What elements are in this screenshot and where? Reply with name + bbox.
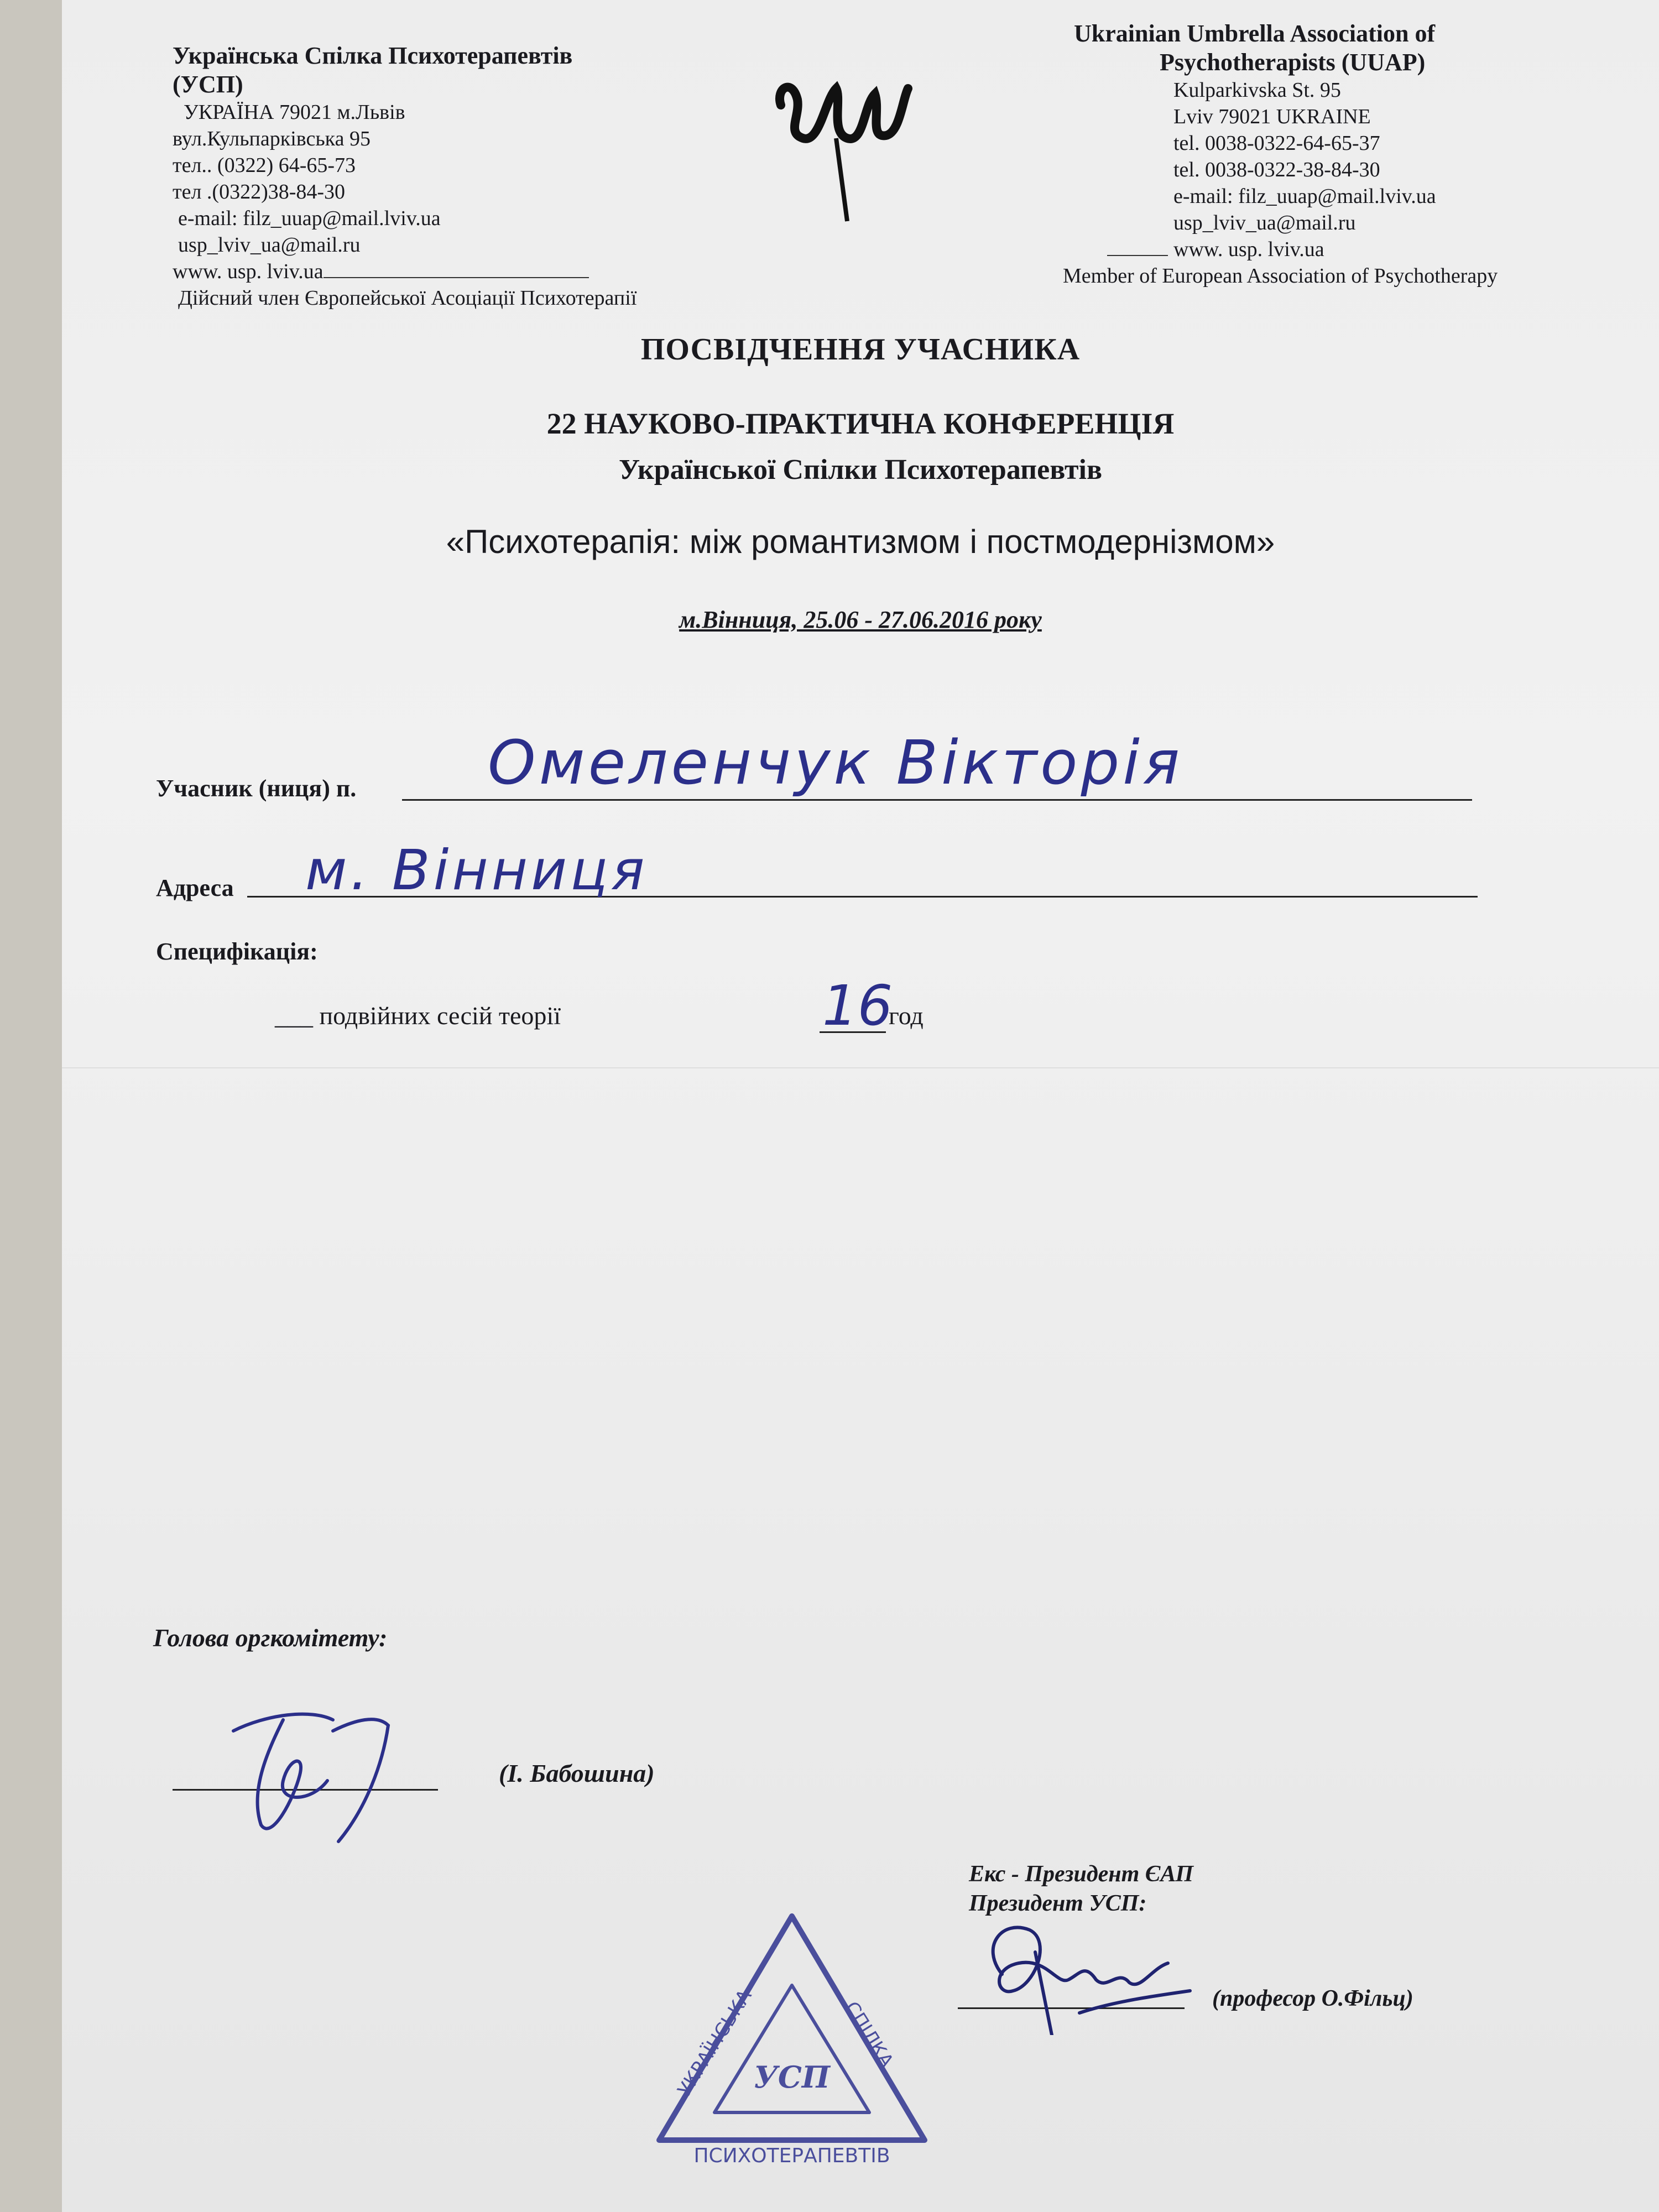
specification-label: Специфікація:: [156, 938, 318, 965]
conference-theme: «Психотерапія: між романтизмом і постмодернізмом»: [446, 523, 1275, 560]
email-2-en: usp_lviv_ua@mail.ru: [1173, 211, 1356, 234]
conference-title: 22 НАУКОВО-ПРАКТИЧНА КОНФЕРЕНЦІЯ: [546, 407, 1175, 440]
hours-line: [820, 1031, 886, 1033]
header-left: [173, 41, 637, 311]
organization-stamp: [648, 1902, 936, 2173]
org-abbr-en: Psychotherapists (UUAP): [1160, 49, 1426, 76]
membership-en: Member of European Association of Psychotherapy: [1063, 264, 1498, 288]
president-signature: [969, 1908, 1201, 2035]
hours-handwritten: 16: [822, 973, 893, 1038]
hours-unit: год: [889, 1001, 924, 1030]
membership-ua: Дійсний член Європейської Асоціації Психотерапії: [178, 286, 637, 310]
document-sheet: [62, 0, 1659, 2212]
phone-2-en: tel. 0038-0322-38-84-30: [1173, 158, 1380, 181]
address-country: УКРАЇНА 79021 м.Львів: [184, 101, 405, 124]
document-heading: ПОСВІДЧЕННЯ УЧАСНИКА: [640, 332, 1081, 367]
stamp-center-text: УСП: [754, 2059, 830, 2095]
phone-2: тел .(0322)38-84-30: [173, 180, 346, 204]
org-title-ua: Українська Спілка Психотерапевтів: [173, 42, 573, 69]
website: www. usp. lviv.ua: [173, 258, 637, 285]
stamp-left-text: УКРАЇНСЬКА: [673, 1985, 757, 2100]
website-en: www. usp. lviv.ua: [1063, 236, 1498, 263]
org-title-en: Ukrainian Umbrella Association of: [1074, 20, 1436, 47]
header-right: [1063, 19, 1498, 289]
president-title-2: Президент УСП:: [969, 1891, 1147, 1916]
chair-signature: [200, 1698, 421, 1853]
place-date: м.Вінниця, 25.06 - 27.06.2016 року: [679, 606, 1042, 633]
org-abbr-ua: (УСП): [173, 71, 243, 98]
stamp-right-text: СПІЛКА: [840, 1997, 898, 2072]
address-street-en: Kulparkivska St. 95: [1173, 79, 1341, 102]
chair-name: (І. Бабошина): [499, 1759, 655, 1787]
address-street: вул.Кульпарківська 95: [173, 127, 371, 150]
president-title-1: Екс - Президент ЄАП: [969, 1861, 1194, 1887]
address-city-en: Lviv 79021 UKRAINE: [1173, 105, 1371, 128]
participant-label: Учасник (ниця) п.: [156, 775, 357, 802]
chair-label: Голова оргкомітету:: [153, 1624, 388, 1652]
president-name: (професор О.Фільц): [1212, 1986, 1413, 2011]
paper-fold: [62, 1067, 1659, 1068]
stamp-bottom-text: ПСИХОТЕРАПЕВТІВ: [693, 2145, 890, 2167]
phone-1-en: tel. 0038-0322-64-65-37: [1173, 132, 1380, 155]
address-label: Адреса: [156, 874, 234, 901]
sessions-text: ___ подвійних сесій теорії: [275, 1001, 561, 1030]
organization-name: Української Спілки Психотерапевтів: [618, 454, 1103, 486]
address-handwritten: м. Вінниця: [305, 838, 648, 902]
email-1: e-mail: filz_uuap@mail.lviv.ua: [178, 207, 441, 230]
participant-handwritten: Омеленчук Вікторія: [488, 727, 1183, 798]
usp-logo-icon: [770, 66, 914, 227]
email-1-en: e-mail: filz_uuap@mail.lviv.ua: [1173, 185, 1436, 208]
phone-1: тел.. (0322) 64-65-73: [173, 154, 356, 177]
email-2: usp_lviv_ua@mail.ru: [178, 233, 361, 257]
participant-line: [402, 799, 1472, 801]
